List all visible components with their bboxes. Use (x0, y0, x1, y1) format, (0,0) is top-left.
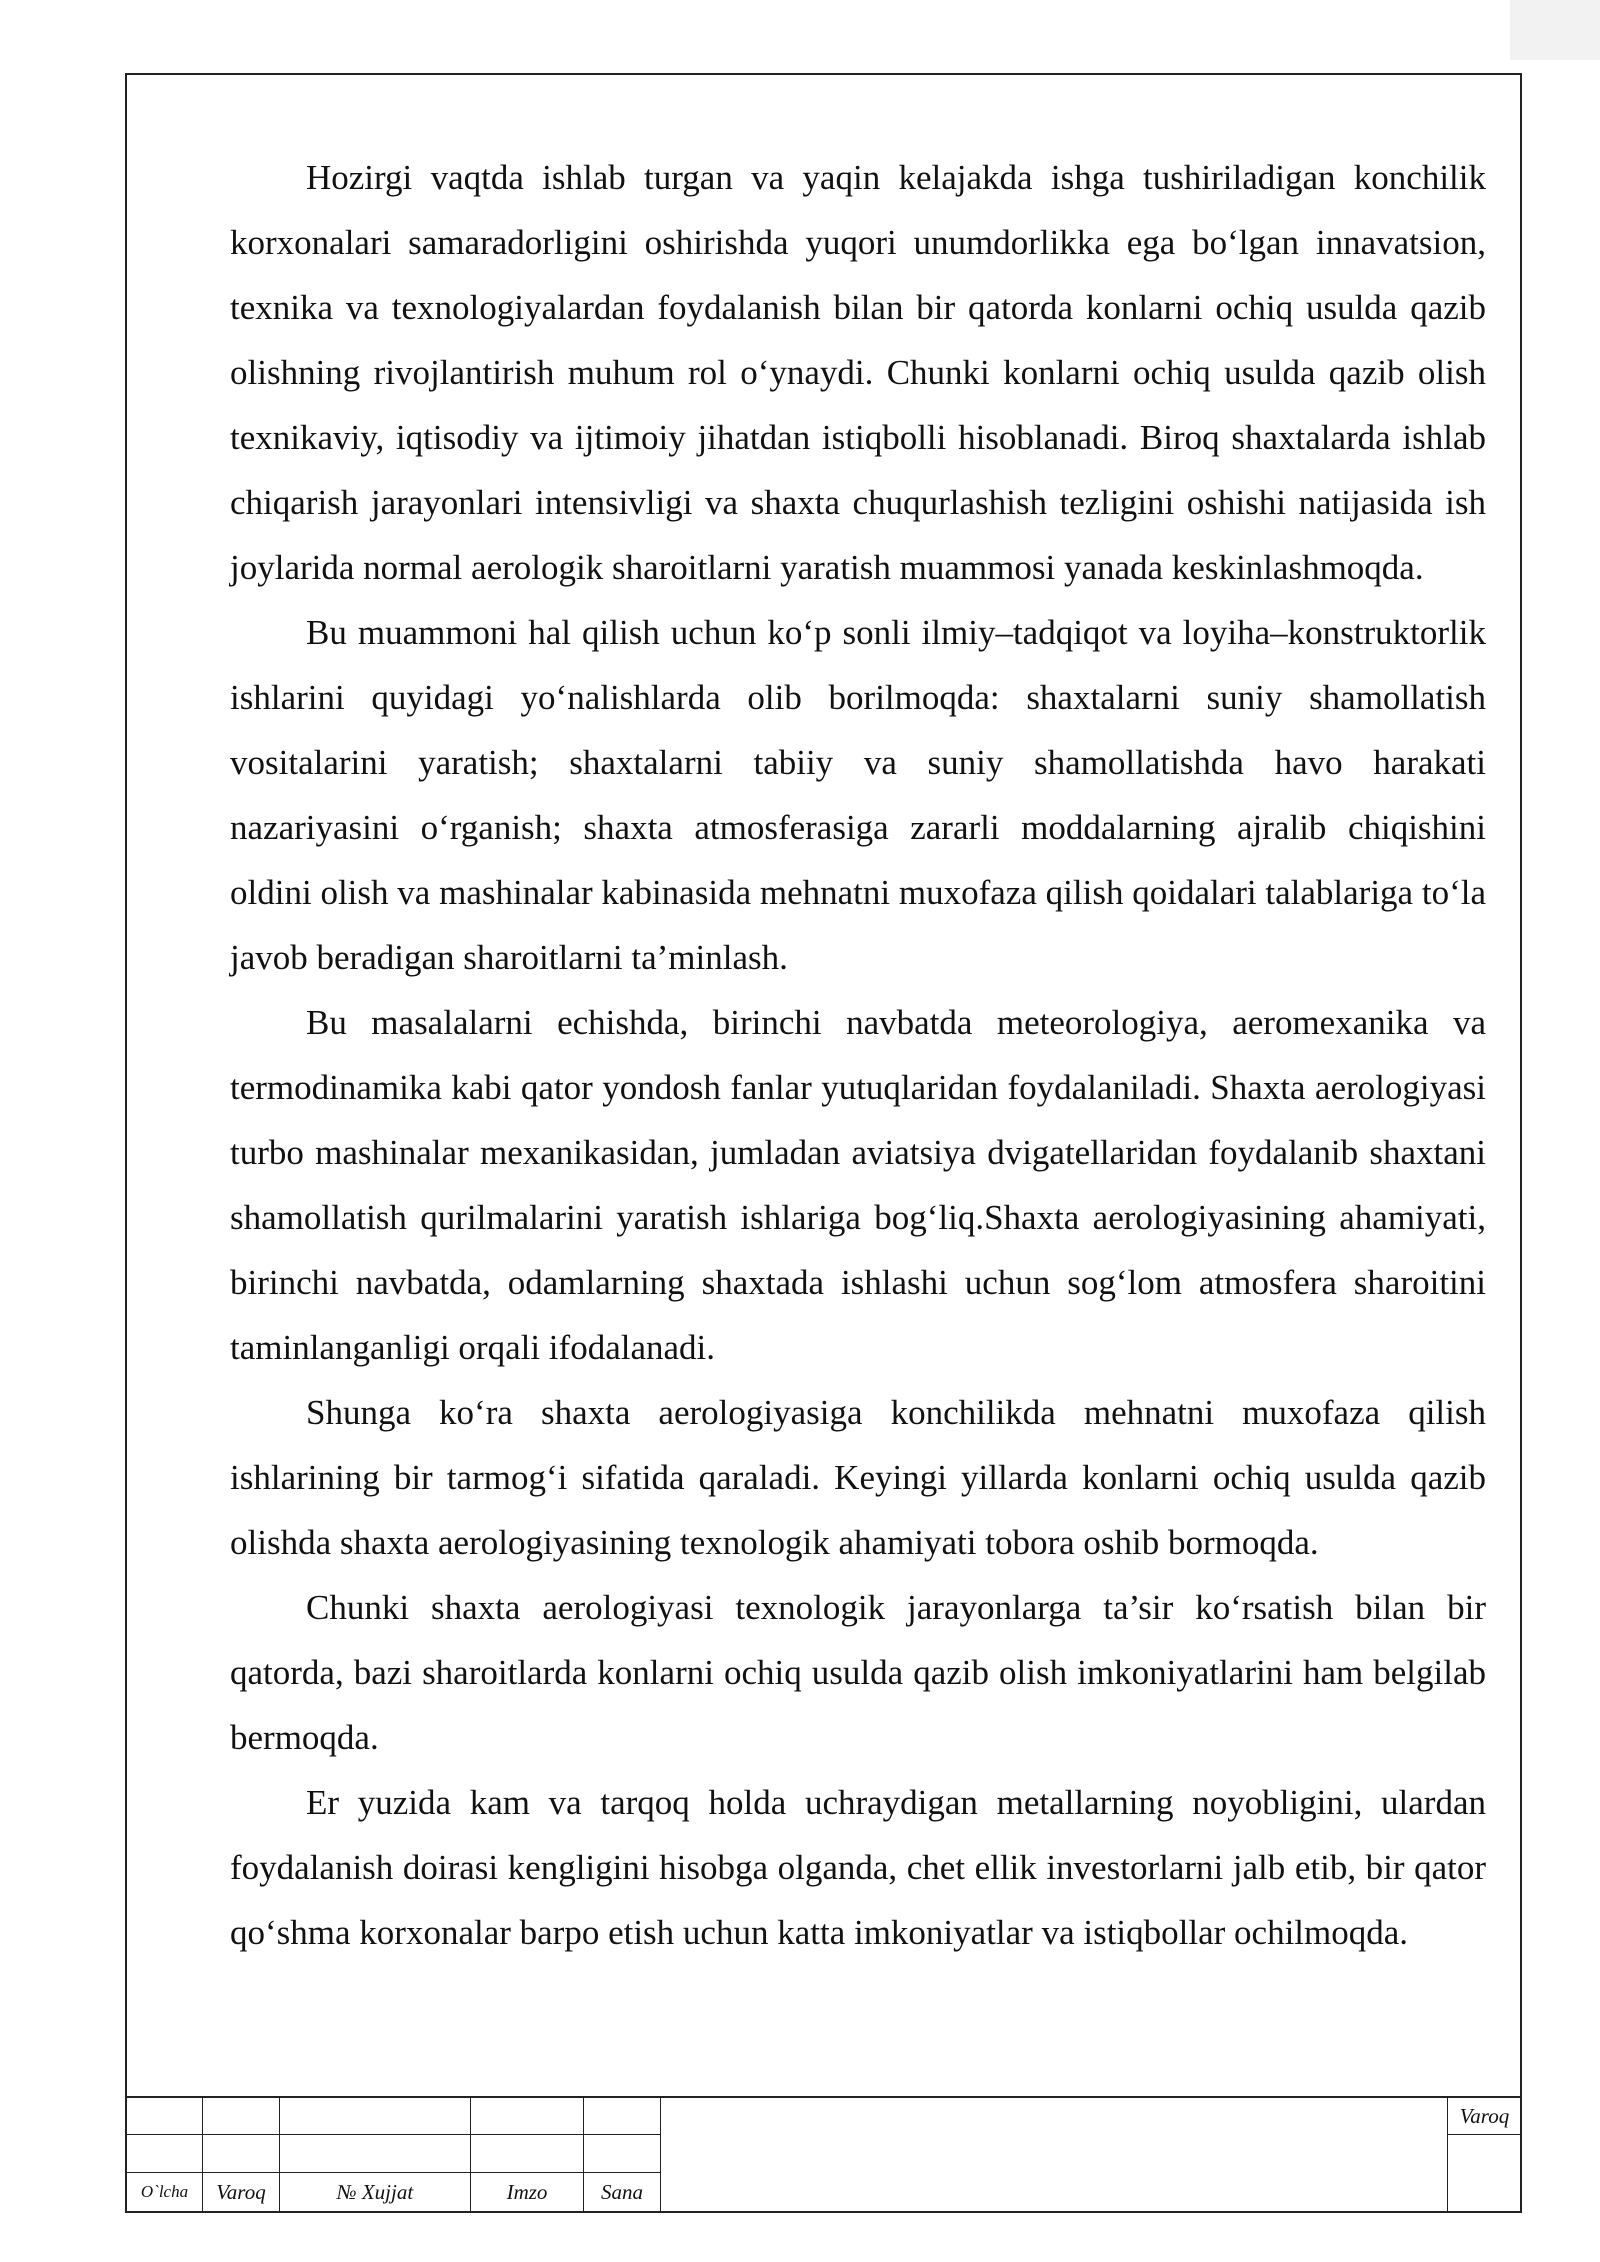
stamp-col-sign: Imzo (506, 2180, 548, 2204)
stamp-col-date: Sana (601, 2180, 643, 2204)
sheet-cell-divider (1447, 2134, 1522, 2135)
title-block-row-divider-2 (127, 2172, 660, 2173)
paragraph-1: Hozirgi vaqtda ishlab turgan va yaqin kelajakda ishga tushiriladigan konchilik korxonalari samaradorligini oshirishda yuqori unumdorlikka ega bo‘lgan innavatsion, texnika va texnologiyalardan foydalanish bilan bir qatorda konlarni ochiq usulda qazib olishning rivojlantirish muhum rol o‘ynaydi. Chunki konlarni ochiq usulda qazib olish texnikaviy, iqtisodiy va ijtimoiy jihatdan istiqbolli hisoblanadi. Biroq shaxtalarda ishlab chiqarish jarayonlari intensivligi va shaxta chuqurlashish tezligini oshishi natijasida ish joylarida normal aerologik sharoitlarni yaratish muammosi yanada keskinlashmoqda. (230, 158, 1486, 587)
title-block-row-divider-1 (127, 2134, 660, 2135)
stamp-col-doc-number: № Xujjat (336, 2180, 414, 2204)
paragraph-3: Bu masalalarni echishda, birinchi navbatda meteorologiya, aeromexanika va termodinamika kabi qator yondosh fanlar yutuqlaridan foydalaniladi. Shaxta aerologiyasi turbo mashinalar mexanikasidan, jumladan aviatsiya dvigatellaridan foydalanib shaxtani shamollatish qurilmalarini yaratish ishlariga bog‘liq.Shaxta aerologiyasining ahamiyati, birinchi navbatda, odamlarning shaxtada ishlashi uchun sog‘lom atmosfera sharoitini taminlanganligi orqali ifodalanadi. (230, 1003, 1486, 1367)
page-frame (125, 73, 1522, 2213)
title-block-col-divider (660, 2098, 661, 2211)
document-body (230, 145, 1486, 1965)
stamp-sheet-label: Varoq (1459, 2104, 1510, 2128)
stamp-col-change: O`lcha (140, 2182, 189, 2201)
paragraph-4: Shunga ko‘ra shaxta aerologiyasiga konchilikda mehnatni muxofaza qilish ishlarining bir tarmog‘i sifatida qaraladi. Keyingi yillarda konlarni ochiq usulda qazib olishda shaxta aerologiyasining texnologik ahamiyati tobora oshib bormoqda. (230, 1393, 1486, 1562)
paragraph-5: Chunki shaxta aerologiyasi texnologik jarayonlarga ta’sir ko‘rsatish bilan bir qatorda, bazi sharoitlarda konlarni ochiq usulda qazib olish imkoniyatlarini ham belgilab bermoqda. (230, 1588, 1486, 1757)
corner-shading (1510, 0, 1600, 60)
paragraph-2: Bu muammoni hal qilish uchun ko‘p sonli ilmiy–tadqiqot va loyiha–konstruktorlik ishlarini quyidagi yo‘nalishlarda olib borilmoqda: shaxtalarni suniy shamollatish vositalarini yaratish; shaxtalarni tabiiy va suniy shamollatishda havo harakati nazariyasini o‘rganish; shaxta atmosferasiga zararli moddalarning ajralib chiqishini oldini olish va mashinalar kabinasida mehnatni muxofaza qilish qoidalari talablariga to‘la javob beradigan sharoitlarni ta’minlash. (230, 613, 1486, 977)
stamp-col-sheet: Varoq (216, 2180, 266, 2204)
paragraph-6: Er yuzida kam va tarqoq holda uchraydigan metallarning noyobligini, ulardan foydalanish doirasi kengligini hisobga olganda, chet ellik investorlarni jalb etib, bir qator qo‘shma korxonalar barpo etish uchun katta imkoniyatlar va istiqbollar ochilmoqda. (230, 1783, 1486, 1952)
title-block (127, 2096, 1520, 2211)
